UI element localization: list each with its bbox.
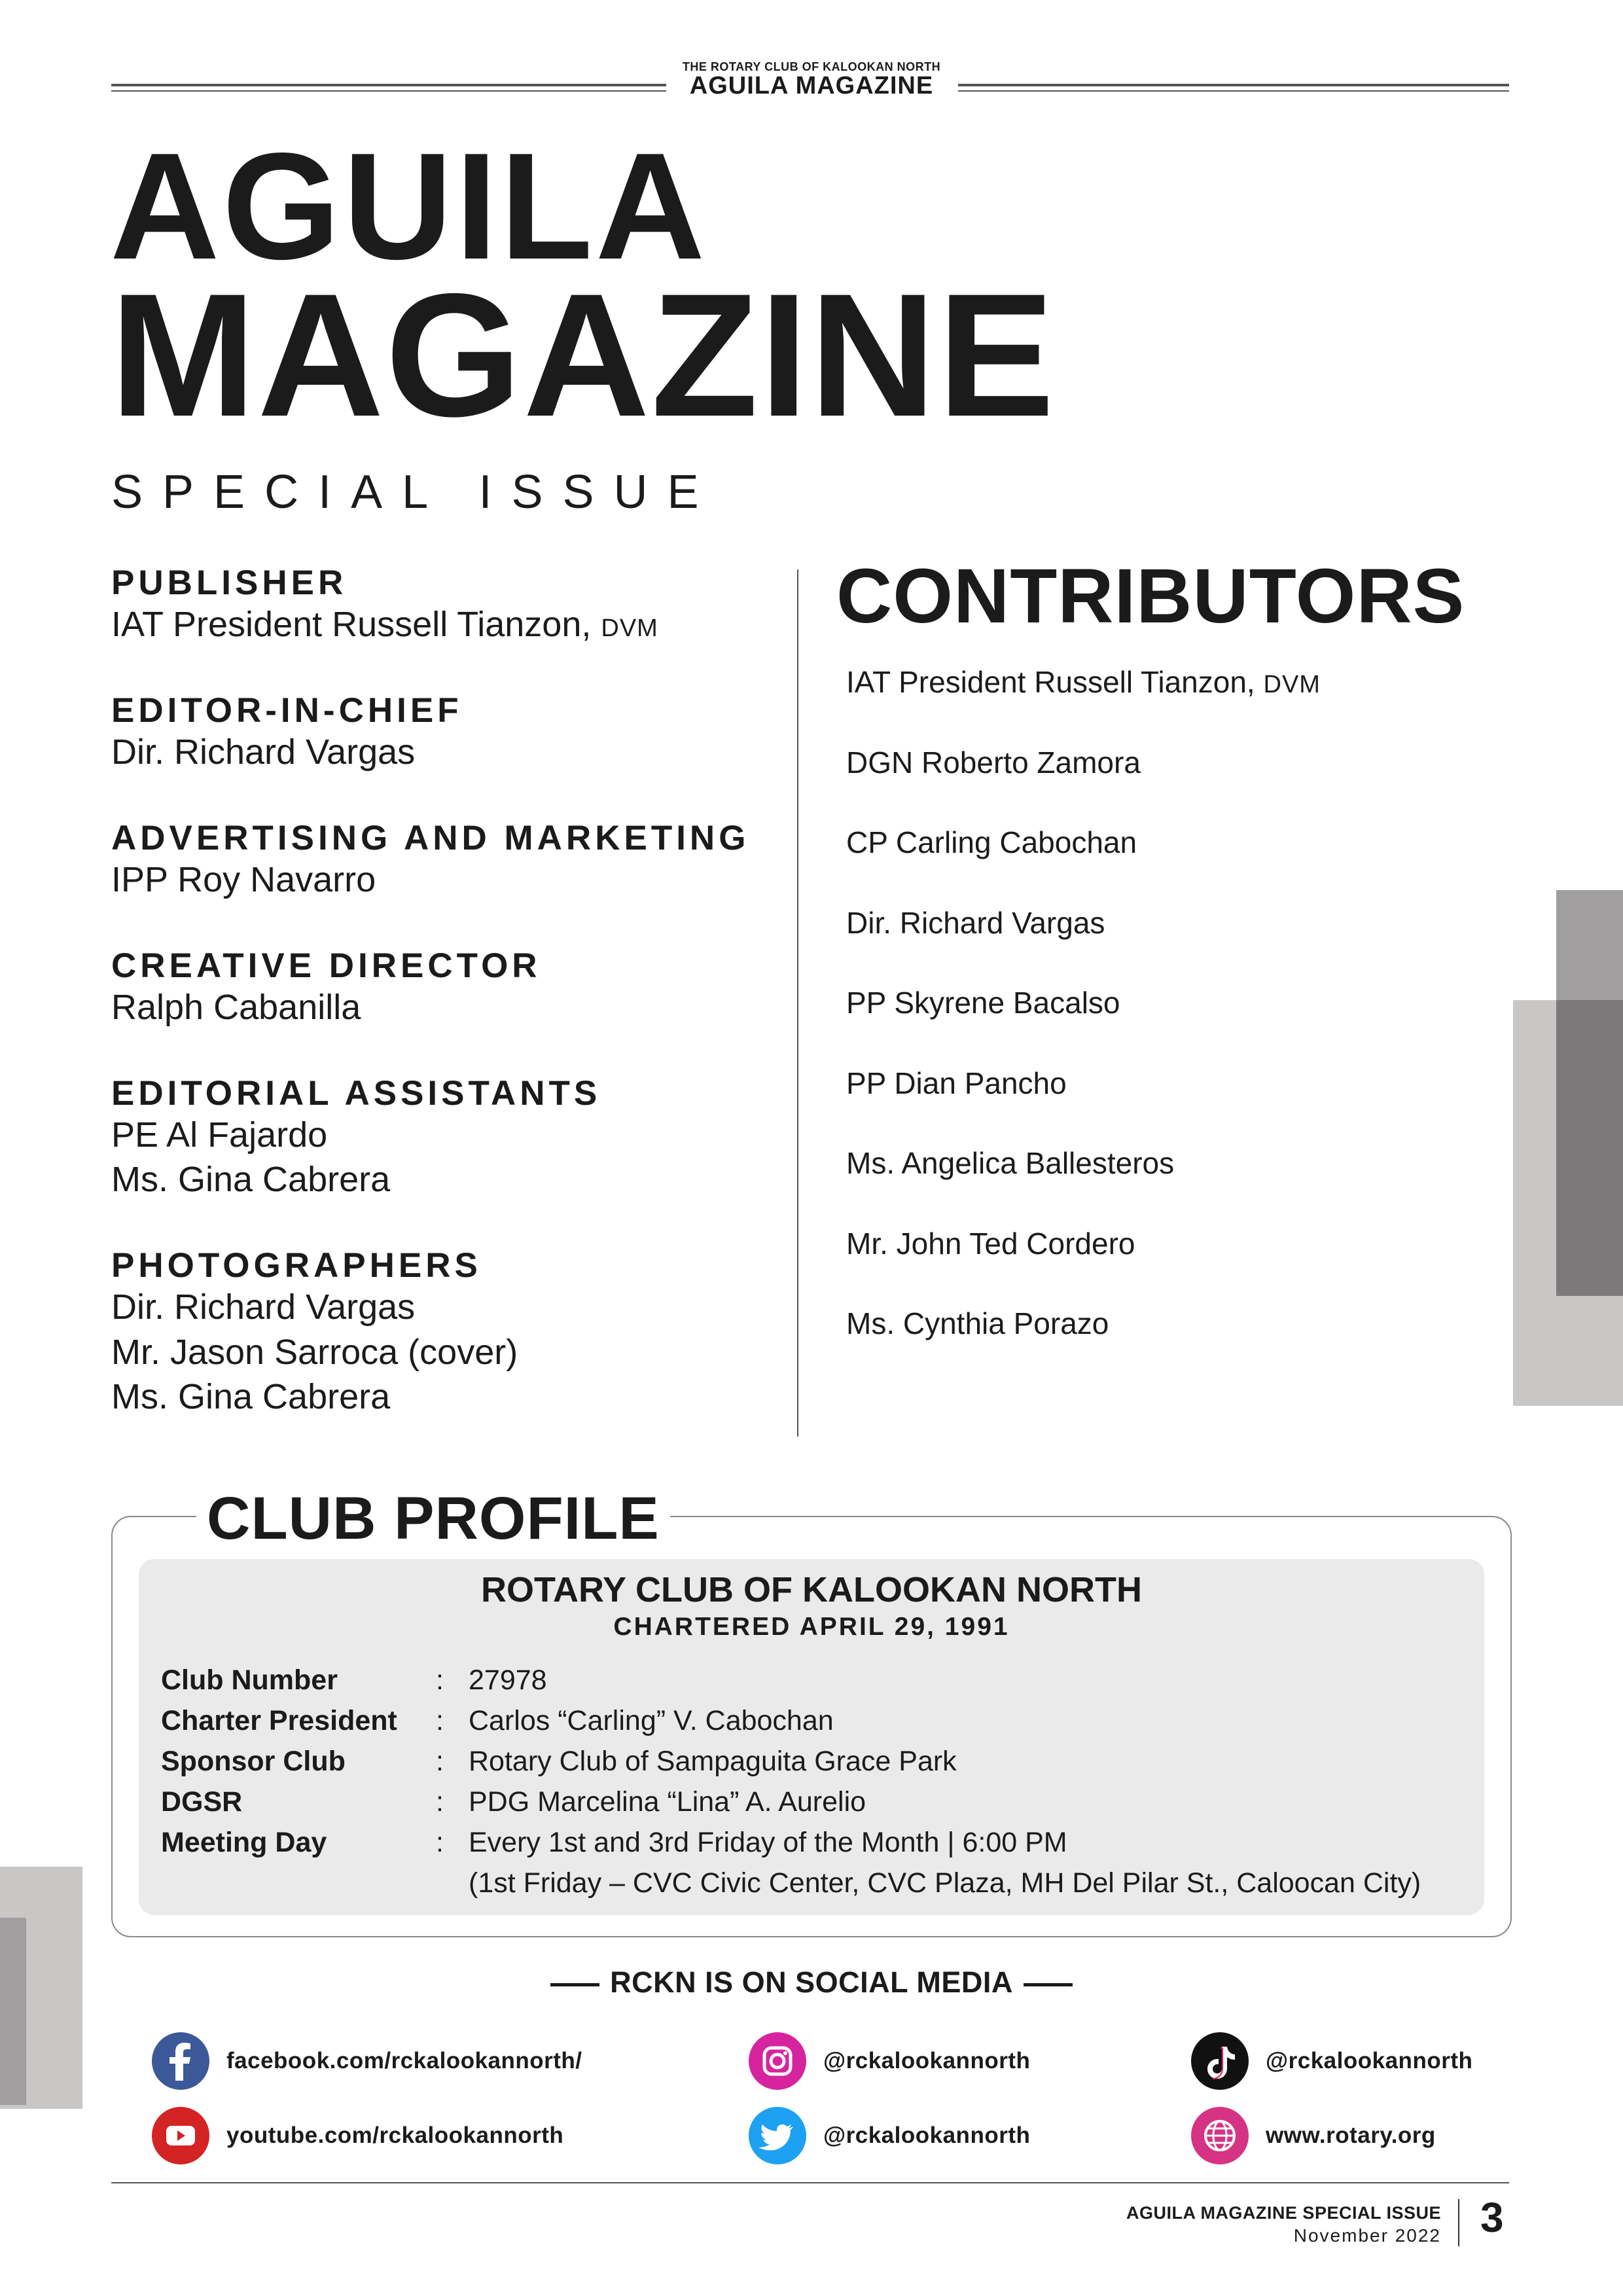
contributor-name: Dir. Richard Vargas bbox=[846, 905, 1105, 940]
staff-role-block bbox=[111, 1075, 779, 1202]
staff-name-text: IPP Roy Navarro bbox=[111, 860, 376, 900]
header-rule-left bbox=[111, 84, 666, 86]
social-youtube[interactable] bbox=[152, 2106, 563, 2165]
club-profile-heading: CLUB PROFILE bbox=[196, 1487, 670, 1551]
staff-name-text: Ralph Cabanilla bbox=[111, 987, 361, 1027]
staff-role-title: ADVERTISING AND MARKETING bbox=[111, 818, 750, 857]
contributor-name: PP Skyrene Bacalso bbox=[846, 986, 1120, 1020]
club-profile-row bbox=[161, 1700, 1421, 1741]
staff-name-suffix: DVM bbox=[601, 615, 658, 643]
masthead-magazine: MAGAZINE bbox=[110, 257, 1056, 453]
contributor-item bbox=[846, 1224, 1321, 1304]
social-youtube-text: youtube.com/rckalookannorth bbox=[226, 2123, 564, 2148]
staff-role-title: PUBLISHER bbox=[111, 564, 348, 602]
social-tiktok-text: @rckalookannorth bbox=[1266, 2048, 1473, 2073]
club-profile-label: Meeting Day bbox=[161, 1827, 327, 1858]
club-profile-label: Club Number bbox=[161, 1664, 338, 1696]
club-profile-row bbox=[161, 1822, 1421, 1863]
club-profile-value: (1st Friday – CVC Civic Center, CVC Plaza, MH Del Pilar St., Caloocan City) bbox=[469, 1867, 1421, 1899]
staff-role-block bbox=[111, 692, 779, 775]
contributor-item bbox=[846, 903, 1321, 984]
social-facebook[interactable] bbox=[152, 2032, 582, 2090]
club-profile-label: Charter President bbox=[161, 1705, 397, 1736]
header-rule-left-thin bbox=[111, 90, 666, 92]
club-profile-value: PDG Marcelina “Lina” A. Aurelio bbox=[469, 1786, 866, 1818]
header-rule-right-thin bbox=[958, 90, 1509, 92]
club-profile-row bbox=[161, 1863, 1421, 1903]
contributor-name: CP Carling Cabochan bbox=[846, 825, 1137, 859]
staff-role-name bbox=[111, 1330, 779, 1375]
club-profile-label: DGSR bbox=[161, 1786, 243, 1818]
contributor-item bbox=[846, 823, 1321, 903]
club-profile-row bbox=[161, 1660, 1421, 1700]
staff-role-name bbox=[111, 602, 779, 647]
social-heading-dash-right bbox=[1024, 1983, 1073, 1986]
social-tiktok[interactable] bbox=[1191, 2032, 1472, 2090]
contributor-item bbox=[846, 983, 1321, 1064]
club-profile-row bbox=[161, 1782, 1421, 1822]
contributor-name: Ms. Cynthia Porazo bbox=[846, 1306, 1109, 1340]
contributor-item bbox=[846, 1143, 1321, 1224]
header-rule-right bbox=[958, 84, 1509, 86]
footer-title: AGUILA MAGAZINE SPECIAL ISSUE bbox=[1126, 2203, 1441, 2223]
club-profile-colon bbox=[436, 1863, 469, 1903]
club-profile-colon: : bbox=[436, 1746, 444, 1777]
staff-role-name bbox=[111, 857, 779, 903]
staff-role-name bbox=[111, 985, 779, 1030]
footer-separator bbox=[1458, 2199, 1459, 2246]
staff-role-block bbox=[111, 564, 779, 647]
footer-rule bbox=[111, 2182, 1509, 2183]
social-heading bbox=[0, 1965, 1623, 2000]
masthead-subtitle: SPECIAL ISSUE bbox=[111, 466, 719, 518]
staff-list bbox=[111, 564, 779, 1464]
staff-name-text: Dir. Richard Vargas bbox=[111, 1287, 416, 1327]
club-profile-value: Carlos “Carling” V. Cabochan bbox=[469, 1705, 834, 1736]
staff-name-text: Mr. Jason Sarroca (cover) bbox=[111, 1332, 518, 1372]
club-profile-value: 27978 bbox=[469, 1664, 547, 1696]
staff-role-block bbox=[111, 1247, 779, 1420]
staff-role-block bbox=[111, 819, 779, 903]
contributor-item bbox=[846, 1064, 1321, 1144]
page-number: 3 bbox=[1480, 2194, 1504, 2241]
club-profile-label: Sponsor Club bbox=[161, 1746, 346, 1777]
staff-role-title: CREATIVE DIRECTOR bbox=[111, 946, 541, 985]
staff-role-title: EDITORIAL ASSISTANTS bbox=[111, 1073, 601, 1113]
globe-icon bbox=[1191, 2107, 1249, 2164]
staff-role-title: EDITOR-IN-CHIEF bbox=[111, 691, 463, 730]
club-profile-table bbox=[161, 1660, 1421, 1903]
contributor-name: IAT President Russell Tianzon, bbox=[846, 665, 1255, 699]
staff-name-text: IAT President Russell Tianzon, bbox=[111, 605, 592, 645]
club-profile-colon: : bbox=[436, 1827, 444, 1858]
staff-name-text: Ms. Gina Cabrera bbox=[111, 1160, 391, 1200]
youtube-icon bbox=[152, 2107, 209, 2164]
contributor-item bbox=[846, 662, 1321, 743]
club-profile-value: Every 1st and 3rd Friday of the Month | 6:00 PM bbox=[469, 1827, 1067, 1858]
decor-block-left-front bbox=[0, 1918, 26, 2105]
contributors-list bbox=[846, 662, 1321, 1384]
staff-role-name bbox=[111, 1113, 779, 1158]
contributors-title: CONTRIBUTORS bbox=[836, 553, 1465, 639]
staff-name-text: PE Al Fajardo bbox=[111, 1115, 328, 1155]
decor-block-right-overlap bbox=[1556, 1000, 1623, 1296]
club-chartered: CHARTERED APRIL 29, 1991 bbox=[613, 1613, 1010, 1641]
staff-role-name bbox=[111, 1285, 779, 1330]
twitter-icon bbox=[749, 2107, 806, 2164]
club-profile-value: Rotary Club of Sampaguita Grace Park bbox=[469, 1746, 957, 1777]
club-profile-colon: : bbox=[436, 1786, 444, 1818]
column-divider bbox=[797, 569, 798, 1437]
staff-name-text: Dir. Richard Vargas bbox=[111, 732, 416, 772]
club-profile-row bbox=[161, 1741, 1421, 1782]
social-twitter[interactable] bbox=[749, 2106, 1030, 2165]
social-heading-text: RCKN IS ON SOCIAL MEDIA bbox=[610, 1965, 1013, 1999]
social-instagram-text: @rckalookannorth bbox=[823, 2048, 1031, 2073]
running-header-club: THE ROTARY CLUB OF KALOOKAN NORTH bbox=[682, 60, 941, 73]
social-website-text: www.rotary.org bbox=[1266, 2123, 1436, 2148]
contributor-name: DGN Roberto Zamora bbox=[846, 745, 1141, 780]
social-heading-dash-left bbox=[550, 1983, 599, 1986]
club-name: ROTARY CLUB OF KALOOKAN NORTH bbox=[481, 1570, 1142, 1609]
contributor-item bbox=[846, 1304, 1321, 1384]
social-website[interactable] bbox=[1191, 2106, 1436, 2165]
social-twitter-text: @rckalookannorth bbox=[823, 2123, 1031, 2148]
contributor-item bbox=[846, 743, 1321, 823]
staff-role-title: PHOTOGRAPHERS bbox=[111, 1246, 482, 1285]
contributor-name: PP Dian Pancho bbox=[846, 1066, 1067, 1100]
staff-role-name bbox=[111, 1374, 779, 1420]
contributor-name: Ms. Angelica Ballesteros bbox=[846, 1146, 1175, 1180]
staff-role-name bbox=[111, 730, 779, 775]
facebook-icon bbox=[152, 2032, 209, 2090]
social-instagram[interactable] bbox=[749, 2032, 1030, 2090]
staff-role-block bbox=[111, 947, 779, 1030]
club-profile-label bbox=[161, 1863, 436, 1903]
running-header-title: AGUILA MAGAZINE bbox=[689, 72, 934, 99]
masthead-aguila: AGUILA bbox=[110, 122, 708, 291]
contributor-name: Mr. John Ted Cordero bbox=[846, 1226, 1135, 1261]
contributor-suffix: DVM bbox=[1263, 671, 1321, 698]
tiktok-icon bbox=[1191, 2032, 1249, 2090]
footer-date: November 2022 bbox=[1293, 2225, 1441, 2246]
instagram-icon bbox=[749, 2032, 806, 2090]
club-profile-colon: : bbox=[436, 1664, 444, 1696]
staff-name-text: Ms. Gina Cabrera bbox=[111, 1377, 391, 1417]
social-facebook-text: facebook.com/rckalookannorth/ bbox=[226, 2048, 582, 2073]
staff-role-name bbox=[111, 1157, 779, 1202]
club-profile-colon: : bbox=[436, 1705, 444, 1736]
